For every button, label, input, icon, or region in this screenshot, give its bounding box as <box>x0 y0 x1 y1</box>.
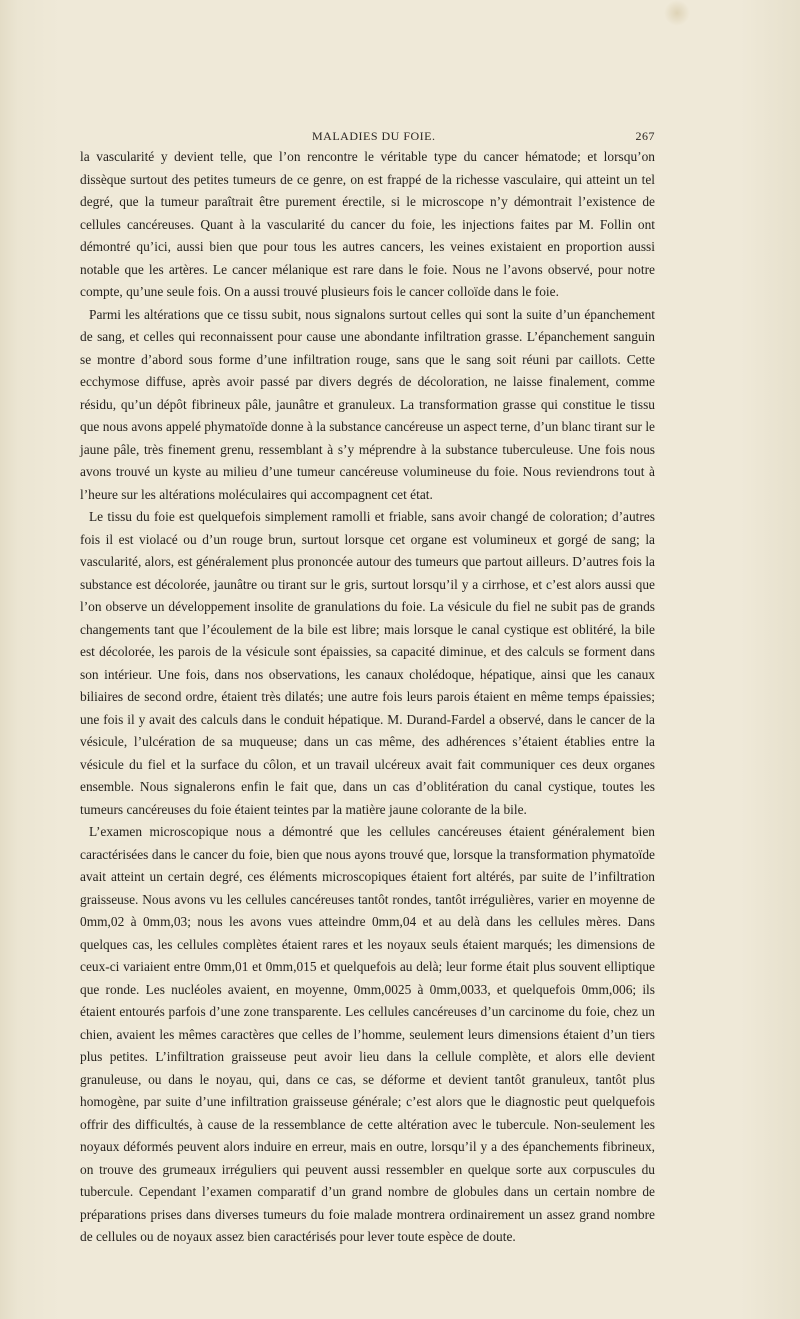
page-number: 267 <box>635 129 655 143</box>
body-text <box>80 146 655 1249</box>
paragraph-2: Parmi les altérations que ce tissu subit, nous signalons surtout celles qui sont la suite d’un épanchement de sang, et celles qui reconnaissent pour cause une abondante infiltration grasse. L’épanchement sanguin se montre d’abord sous forme d’une infiltration rouge, sans que le sang soit réuni par caillots. Cette ecchymose diffuse, après avoir passé par divers degrés de décoloration, ne laisse finalement, comme résidu, qu’un dépôt fibrineux pâle, jaunâtre et granuleux. La transformation grasse qui constitue le tissu que nous avons appelé phymatoïde donne à la substance cancéreuse un aspect terne, d’un blanc tirant sur le jaune pâle, très finement grenu, ressemblant à s’y méprendre à la substance tuberculeuse. Une fois nous avons trouvé un kyste au milieu d’une tumeur cancéreuse volumineuse du foie. Nous reviendrons tout à l’heure sur les altérations moléculaires qui accompagnent cet état. <box>80 306 655 502</box>
paper-stain <box>664 0 690 26</box>
running-title: MALADIES DU FOIE. <box>312 129 436 143</box>
paragraph-1: la vascularité y devient telle, que l’on rencontre le véritable type du cancer hématode; et lorsqu’on dissèque surtout des petites tumeurs de ce genre, on est frappé de la richesse vasculaire, qui atteint un tel degré, que la tumeur paraîtrait être purement érectile, si le microscope n’y démontrait l’existence de cellules cancéreuses. Quant à la vascularité du cancer du foie, les injections faites par M. Follin ont démontré qu’ici, aussi bien que pour tous les autres cancers, les veines existaient en proportion aussi notable que les artères. Le cancer mélanique est rare dans le foie. Nous ne l’avons observé, pour notre compte, qu’une seule fois. On a aussi trouvé plusieurs fois le cancer colloïde dans le foie. <box>80 149 655 299</box>
paragraph-3: Le tissu du foie est quelquefois simplement ramolli et friable, sans avoir changé de coloration; d’autres fois il est violacé ou d’un rouge brun, surtout lorsque cet organe est volumineux et gorgé de sang; la vascularité, alors, est généralement plus prononcée autour des tumeurs que partout ailleurs. D’autres fois la substance est décolorée, jaunâtre ou tirant sur le gris, surtout lorsqu’il y a cirrhose, et c’est alors aussi que l’on observe un développement insolite de granulations du foie. La vésicule du fiel ne subit pas de grands changements tant que l’écoulement de la bile est libre; mais lorsque le canal cystique est oblitéré, la bile est décolorée, les parois de la vésicule sont épaissies, sa capacité diminue, et des calculs se forment dans son intérieur. Une fois, dans nos observations, les canaux cholédoque, hépatique, ainsi que les canaux biliaires de second ordre, étaient très dilatés; une autre fois leurs parois étaient en même temps épaissies; une fois il y avait des calculs dans le conduit hépatique. M. Durand-Fardel a observé, dans le cancer de la vésicule, l’ulcération de sa muqueuse; dans un cas même, des adhérences s’étaient établies entre la vésicule du fiel et la surface du côlon, et un travail ulcéreux avait fait communiquer ces deux organes ensemble. Nous signalerons enfin le fait que, dans un cas d’oblitération du canal cystique, toutes les tumeurs cancéreuses du foie étaient teintes par la matière jaune colorante de la bile. <box>80 509 655 817</box>
paragraph-4: L’examen microscopique nous a démontré que les cellules cancéreuses étaient généralement bien caractérisées dans le cancer du foie, bien que nous ayons trouvé que, lorsque la transformation phymatoïde avait atteint un certain degré, ces éléments microscopiques étaient fort altérés, par suite de l’infiltration graisseuse. Nous avons vu les cellules cancéreuses tantôt rondes, tantôt irrégulières, varier en moyenne de 0mm,02 à 0mm,03; nous les avons vues atteindre 0mm,04 et au delà dans les cellules mères. Dans quelques cas, les cellules complètes étaient rares et les noyaux seuls étaient marqués; les dimensions de ceux-ci variaient entre 0mm,01 et 0mm,015 et quelquefois au delà; leur forme était plus souvent elliptique que ronde. Les nucléoles avaient, en moyenne, 0mm,0025 à 0mm,0033, et quelquefois 0mm,006; ils étaient entourés parfois d’une zone transparente. Les cellules cancéreuses d’un carcinome du foie, chez un chien, avaient les mêmes caractères que celles de l’homme, seulement leurs dimensions étaient d’un tiers plus petites. L’infiltration graisseuse peut avoir lieu dans la cellule complète, et alors elle devient granuleuse, ou dans le noyau, qui, dans ce cas, se déforme et devient tantôt granuleux, tantôt plus homogène, par suite d’une infiltration graisseuse générale; c’est alors que le diagnostic peut quelquefois offrir des difficultés, à cause de la ressemblance de cette altération avec le tubercule. Non-seulement les noyaux déformés peuvent alors induire en erreur, mais en outre, lorsqu’il y a des épanchements fibrineux, on trouve des grumeaux irréguliers qui peuvent aussi ressembler en quelque sorte aux corpuscules du tubercule. Cependant l’examen comparatif d’un grand nombre de globules dans un certain nombre de préparations prises dans diverses tumeurs du foie malade montrera ordinairement un assez grand nombre de cellules ou de noyaux assez bien caractérisés pour lever toute espèce de doute. <box>80 824 655 1244</box>
